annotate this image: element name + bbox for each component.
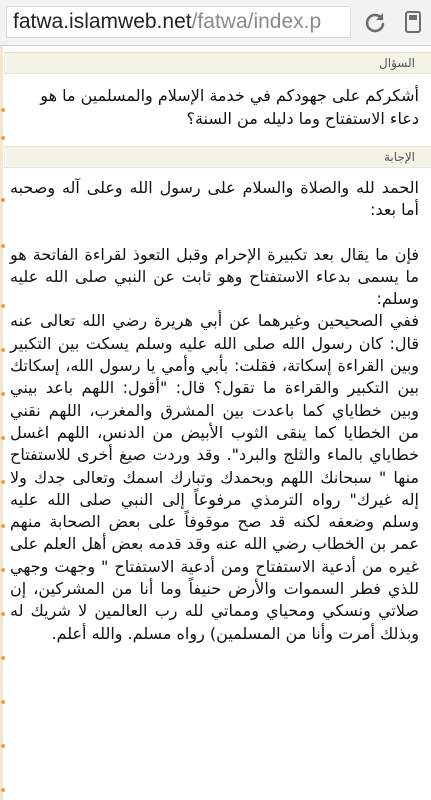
- answer-paragraph: ففي الصحيحين وغيرهما عن أبي هريرة رضي الله تعالى عنه قال: كان رسول الله صلى الله عليه وسلم يسكت بين التكبير وبين القراءة إسكاتة، فقلت: بأبي وأمي يا رسول الله، إسكاتك بين التكبير والقراءة ما تقول؟ قال: "أقول: اللهم باعد بيني وبين خطاياي كما باعدت بين المشرق والمغرب، اللهم نقني من الخطايا كما ينقى الثوب الأبيض من الدنس، اللهم اغسل خطاياي بالماء والثلج والبرد". وقد وردت صيغ أخرى للاستفتاح منها " سبحانك اللهم وبحمدك وتبارك اسمك وتعالى جدك ولا إله غيرك" رواه الترمذي مرفوعاً إلى النبي صلى الله عليه وسلم وضعفه لكنه قد صح موقوفاً على بعض الصحابة منهم عمر بن الخطاب رضي الله عنه وقد قدمه بعض أهل العلم على غيره من أدعية الاستفتاح ومن أدعية الاستفتاح " وجهت وجهي للذي فطر السموات والأرض حنيفاً وما أنا من المشركين، إن صلاتي ونسكي ومحياي ومماتي لله رب العالمين لا شريك له وبذلك أمرت وأنا من المسلمين) رواه مسلم. والله أعلم.: [10, 311, 419, 643]
- bullet-dot: [1, 348, 5, 352]
- url-domain: fatwa.islamweb.net: [13, 10, 192, 33]
- bullet-dot: [1, 480, 5, 484]
- bullet-dot: [1, 198, 5, 202]
- bullet-dot: [1, 700, 5, 704]
- left-border: [0, 46, 3, 800]
- bullet-dot: [1, 612, 5, 616]
- tabs-icon[interactable]: [400, 8, 426, 38]
- fatwa-page: [0, 46, 431, 800]
- bullet-dot: [1, 244, 5, 248]
- question-header: السؤال: [4, 52, 431, 74]
- answer-body: [10, 177, 419, 645]
- answer-header: الإجابة: [4, 146, 431, 168]
- bullet-dot: [1, 524, 5, 528]
- bullet-dot: [1, 744, 5, 748]
- bullet-dot: [1, 136, 5, 140]
- bullet-dot: [1, 392, 5, 396]
- url-path: /fatwa/index.p: [191, 10, 322, 33]
- bullet-dot: [1, 304, 5, 308]
- bullet-dot: [1, 436, 5, 440]
- question-text: أشكركم على جهودكم في خدمة الإسلام والمسلمين ما هو دعاء الاستفتاح وما دليله من السنة؟: [40, 86, 419, 128]
- answer-paragraph: فإن ما يقال بعد تكبيرة الإحرام وقبل التعوذ لقراءة الفاتحة هو ما يسمى بدعاء الاستفتاح وهو ثابت عن النبي صلى الله عليه وسلم:: [10, 244, 419, 309]
- address-bar[interactable]: [6, 6, 351, 38]
- answer-paragraph: الحمد لله والصلاة والسلام على رسول الله وعلى آله وصحبه أما بعد:: [10, 178, 419, 220]
- browser-toolbar: [0, 0, 431, 46]
- bullet-dot: [1, 656, 5, 660]
- bullet-dot: [1, 788, 5, 792]
- bullet-dot: [1, 108, 5, 112]
- bullet-dot: [1, 568, 5, 572]
- refresh-icon[interactable]: [360, 8, 390, 38]
